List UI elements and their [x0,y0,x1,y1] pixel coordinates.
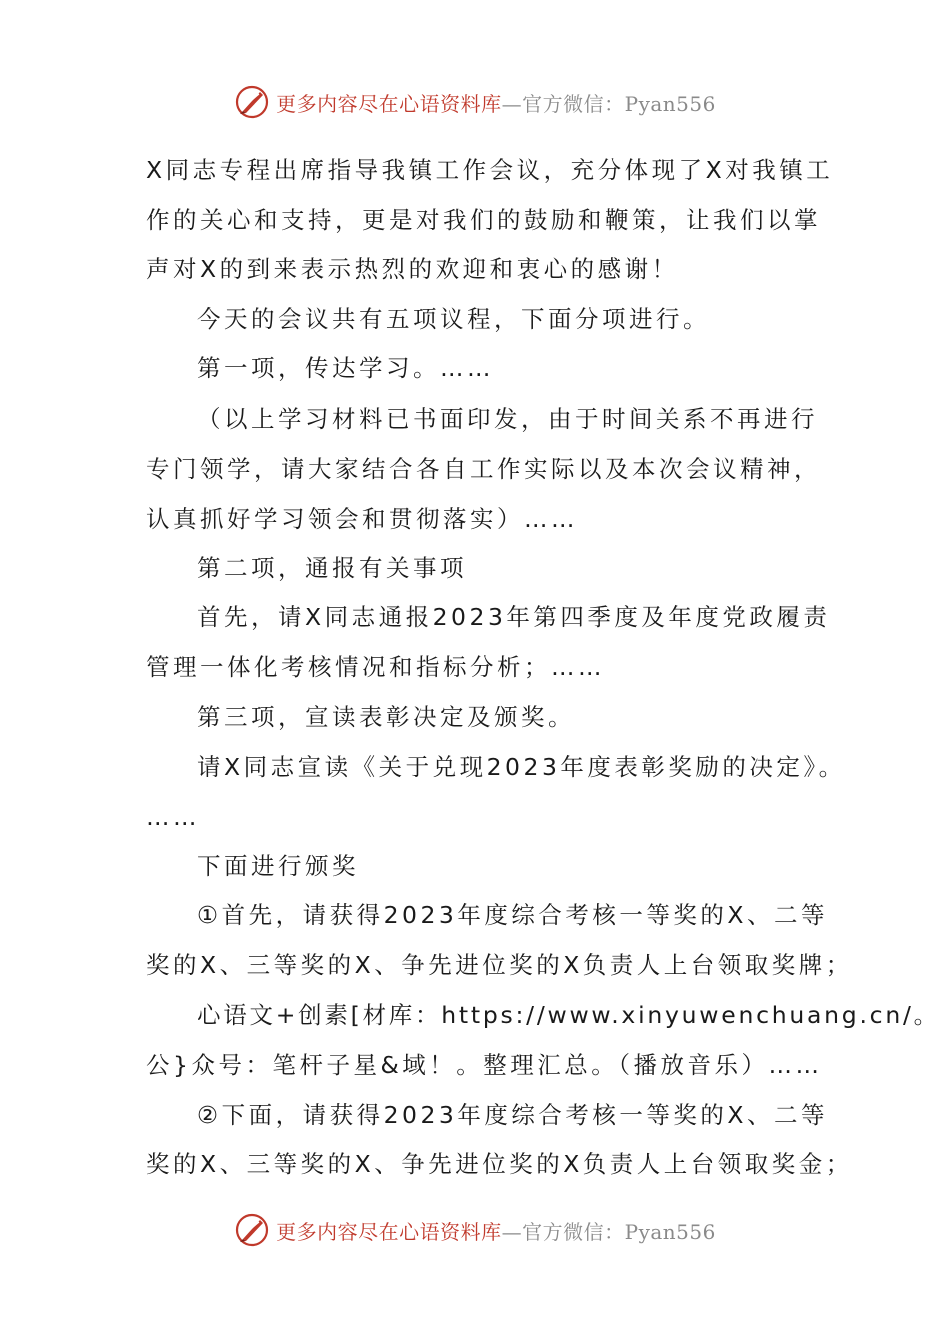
paragraph-line: ①首先，请获得2023年度综合考核一等奖的X、二等 [197,901,828,929]
watermark-text [276,1216,716,1245]
paragraph-line: 请X同志宣读《关于兑现2023年度表彰奖励的决定》。 [197,753,846,781]
paragraph-line: X同志专程出席指导我镇工作会议，充分体现了X对我镇工 [146,156,834,184]
paragraph-line: 心语文+创素[材库：https://www.xinyuwenchuang.cn/。 [197,1001,940,1029]
paragraph-line: （以上学习材料已书面印发，由于时间关系不再进行 [197,405,818,433]
paragraph-line: 公}众号：笔杆子星&域！。整理汇总。（播放音乐）…… [146,1051,823,1079]
watermark-lead: 更多内容尽在心语资料库 [276,91,502,116]
paragraph-line: 作的关心和支持，更是对我们的鼓励和鞭策，让我们以掌 [146,206,821,234]
watermark-wechat: —官方微信：Pyan556 [501,1219,716,1244]
paragraph-line: 第一项，传达学习。…… [197,354,494,382]
quill-logo-icon [234,84,270,120]
paragraph-line: 管理一体化考核情况和指标分析；…… [146,653,605,681]
paragraph-line: 第二项，通报有关事项 [197,554,467,582]
watermark-wechat: —官方微信：Pyan556 [501,91,716,116]
paragraph-line: 今天的会议共有五项议程，下面分项进行。 [197,305,710,333]
paragraph-line: 奖的X、三等奖的X、争先进位奖的X负责人上台领取奖牌； [146,951,853,979]
paragraph-line: 认真抓好学习领会和贯彻落实）…… [146,505,578,533]
paragraph-line: ②下面，请获得2023年度综合考核一等奖的X、二等 [197,1101,828,1129]
paragraph-line: …… [146,803,200,831]
paragraph-line: 第三项，宣读表彰决定及颁奖。 [197,703,575,731]
footer-watermark-banner [0,1210,950,1250]
paragraph-line: 首先，请X同志通报2023年第四季度及年度党政履责 [197,603,831,631]
watermark-text [276,88,716,117]
paragraph-line: 专门领学，请大家结合各自工作实际以及本次会议精神， [146,455,821,483]
header-watermark-banner [0,82,950,122]
paragraph-line: 声对X的到来表示热烈的欢迎和衷心的感谢！ [146,255,679,283]
watermark-lead: 更多内容尽在心语资料库 [276,1219,502,1244]
paragraph-line: 下面进行颁奖 [197,852,359,880]
paragraph-line: 奖的X、三等奖的X、争先进位奖的X负责人上台领取奖金； [146,1150,853,1178]
quill-logo-icon [234,1212,270,1248]
